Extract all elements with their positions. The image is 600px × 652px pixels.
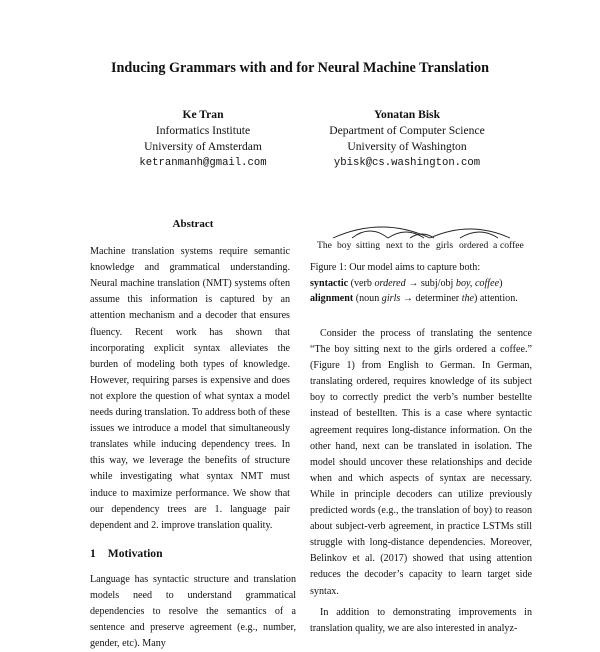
dependency-arc (460, 232, 498, 238)
section-heading (90, 546, 296, 562)
caption-line: alignment (noun girls → determiner the) attention. (310, 293, 518, 304)
figure-word: to (406, 240, 414, 251)
abstract-text: Machine translation systems require semantic knowledge and grammatical understanding. Neural machine translation (NMT) systems often assume this information is captured by an attention mechanism and a decoder that ensures fluency. Recent work has shown that incorporating explicit syntax alleviates the burden of modeling both types of knowledge. However, requiring parses is expensive and does not explore the question of what syntax a model needs during translation. To address both of these issues we introduce a model that simultaneously translates while inducing dependency trees. In this way, we leverage the benefits of structure while investigating what syntax NMT must induce to maximize performance. We show that our dependency trees are 1. language pair dependent and 2. improve translation quality. (90, 246, 290, 531)
section-number: 1 (90, 546, 96, 560)
author-name: Ke Tran (182, 108, 224, 121)
paper-title: Inducing Grammars with and for Neural Machine Translation (111, 60, 489, 76)
author-affiliation: University of Amsterdam (144, 140, 262, 153)
right-column (310, 258, 532, 637)
author-block-2 (297, 107, 517, 171)
dependency-arc (352, 231, 388, 238)
body-paragraph: Consider the process of translating the sentence “The boy sitting next to the girls ordered a coffee.” (Figure 1) from English to German. In German, translating ordered, requires knowledge of its subject boy to correctly predict the verb’s number bestellte instead of bestellten. This is a case where syntactic agreement requires long-distance information. On the other hand, next can be translated in isolation. The model should uncover these relationships and decide when and which aspects of syntax are necessary. While in principle decoders can utilize previously predicted words (e.g., the translation of boy) to reason about subject-verb agreement, in practice LSTMs still struggle with long-distance dependencies. Moreover, Belinkov et al. (2017) showed that using attention reduces the decoder’s capacity to learn target side syntax. (310, 328, 532, 597)
section-title: Motivation (107, 546, 163, 560)
author-email: ketranmanh@gmail.com (139, 157, 267, 169)
figure-word: coffee (500, 240, 524, 251)
figure-word: boy (337, 240, 352, 251)
author-affiliation: Informatics Institute (155, 124, 251, 137)
left-column (90, 216, 296, 652)
figure-word: sitting (356, 240, 380, 251)
caption-line: Figure 1: Our model aims to capture both: (310, 262, 481, 273)
body-paragraph: In addition to demonstrating improvements in translation quality, we are also interested in analyz- (310, 606, 532, 634)
author-email: ybisk@cs.washington.com (333, 157, 481, 169)
dependency-arcs-diagram (310, 212, 532, 262)
figure-word: ordered (459, 240, 489, 251)
caption-line: syntactic (verb ordered → subj/obj boy, coffee) (310, 277, 503, 289)
figure-word: a (493, 240, 498, 251)
figure-word: girls (436, 240, 454, 251)
dependency-arc (333, 227, 430, 238)
author-name: Yonatan Bisk (373, 108, 441, 121)
author-affiliation: University of Washington (347, 140, 467, 153)
section-text: Language has syntactic structure and translation models need to understand grammatical dependencies to resolve the semantics of a sentence and preserve agreement (e.g., number, gender, etc). Many (90, 573, 296, 650)
author-block-1 (93, 107, 313, 171)
abstract-heading: Abstract (172, 218, 214, 230)
figure-word: next (386, 240, 403, 251)
dependency-arc (388, 232, 424, 238)
figure-1 (310, 212, 532, 262)
author-affiliation: Department of Computer Science (329, 124, 485, 137)
figure-word: The (317, 240, 332, 251)
figure-word: the (418, 240, 430, 251)
